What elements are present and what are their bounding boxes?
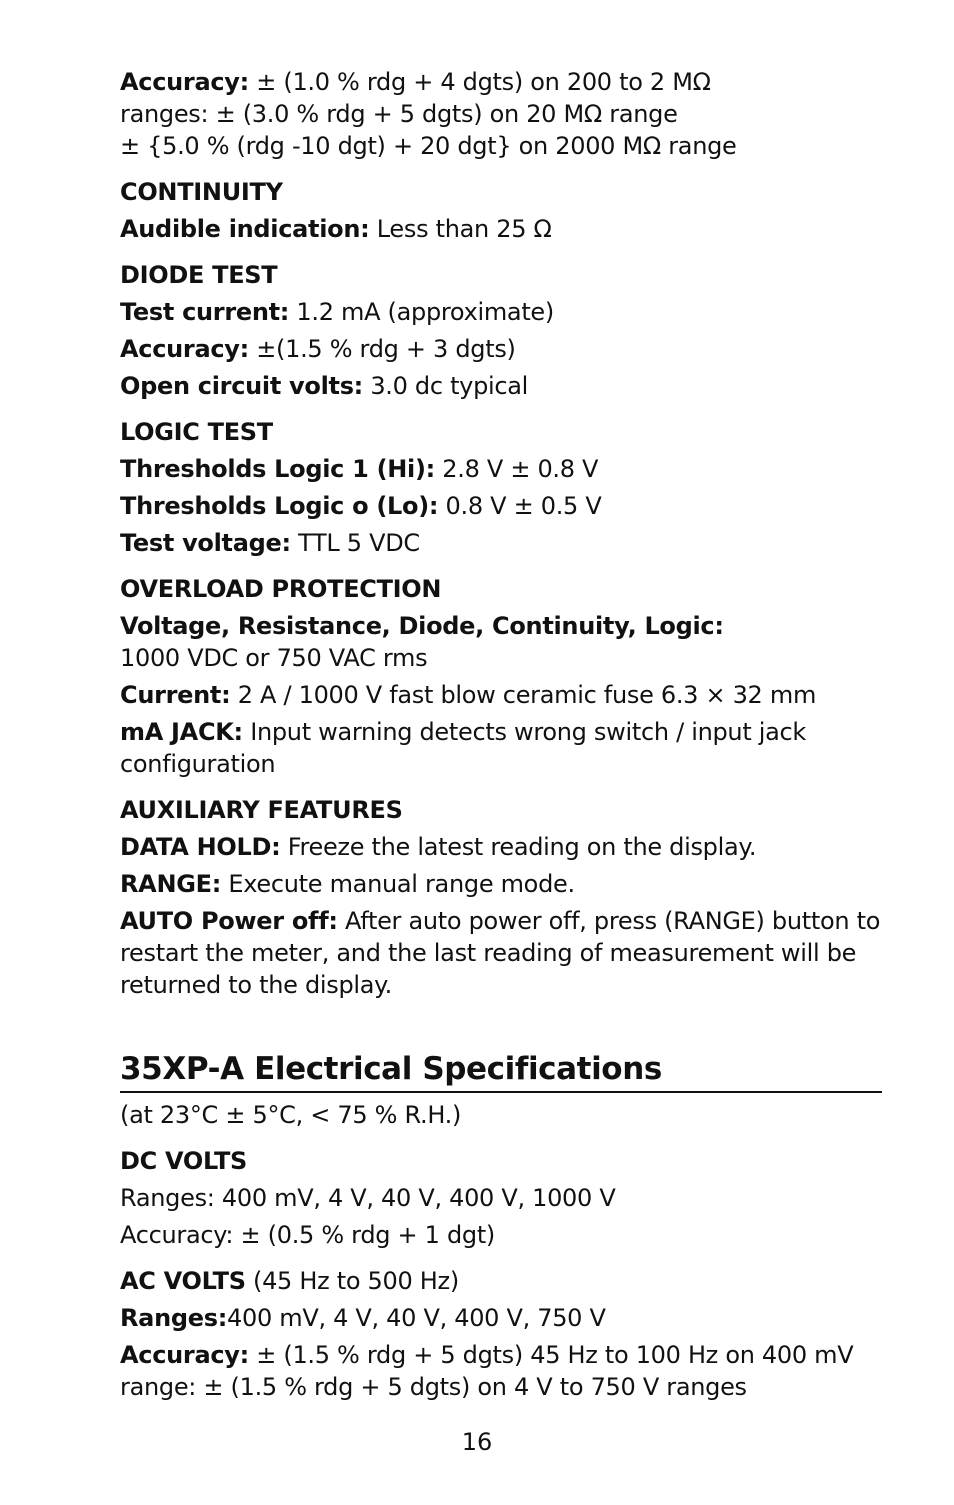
test-current-value: 1.2 mA (approximate) (289, 298, 554, 326)
ac-accuracy-value: ± (1.5 % rdg + 5 dgts) 45 Hz to 100 Hz on 400 mV range: ± (1.5 % rdg + 5 dgts) on 4 V to 750 V ranges (120, 1341, 854, 1401)
apo-label: AUTO Power off: (120, 907, 338, 935)
section-title: 35XP-A Electrical Specifications (120, 1049, 882, 1093)
overload-vr-value: 1000 VDC or 750 VAC rms (120, 644, 428, 672)
overload-current-label: Current: (120, 681, 231, 709)
diode-accuracy-label: Accuracy: (120, 335, 249, 363)
logic-hi-label: Thresholds Logic 1 (Hi): (120, 455, 435, 483)
accuracy-label: Accuracy: (120, 68, 249, 96)
data-hold-label: DATA HOLD: (120, 833, 281, 861)
accuracy-line-3: ± {5.0 % (rdg -10 dgt) + 20 dgt} on 2000 MΩ range (120, 132, 737, 160)
diode-test-heading: DIODE TEST (120, 261, 278, 289)
test-voltage-value: TTL 5 VDC (290, 529, 420, 557)
resistance-accuracy (120, 66, 882, 162)
data-hold-value: Freeze the latest reading on the display. (280, 833, 757, 861)
logic-test-voltage (120, 527, 882, 559)
logic-test-heading: LOGIC TEST (120, 418, 273, 446)
ac-volts-accuracy (120, 1339, 882, 1403)
overload-current-value: 2 A / 1000 V fast blow ceramic fuse 6.3 × 32 mm (230, 681, 817, 709)
ac-volts-heading (120, 1265, 882, 1297)
spec-conditions: (at 23°C ± 5°C, < 75 % R.H.) (120, 1101, 462, 1129)
accuracy-line-1: ± (1.0 % rdg + 4 dgts) on 200 to 2 MΩ (248, 68, 711, 96)
ocv-value: 3.0 dc typical (362, 372, 529, 400)
continuity-audible (120, 213, 882, 245)
test-current-label: Test current: (120, 298, 290, 326)
ac-accuracy-label: Accuracy: (120, 1341, 249, 1369)
manual-page (120, 66, 882, 1408)
range-value: Execute manual range mode. (221, 870, 575, 898)
overload-ma-jack (120, 716, 882, 780)
logic-lo-label: Thresholds Logic o (Lo): (120, 492, 439, 520)
ma-jack-value: Input warning detects wrong switch / input jack configuration (120, 718, 807, 778)
aux-auto-power-off (120, 905, 882, 1001)
accuracy-line-2: ranges: ± (3.0 % rdg + 5 dgts) on 20 MΩ range (120, 100, 678, 128)
audible-value: Less than 25 Ω (369, 215, 552, 243)
logic-hi-value: 2.8 V ± 0.8 V (434, 455, 599, 483)
dc-volts-accuracy: Accuracy: ± (0.5 % rdg + 1 dgt) (120, 1221, 495, 1249)
test-voltage-label: Test voltage: (120, 529, 291, 557)
overload-voltage (120, 610, 882, 674)
ma-jack-label: mA JACK: (120, 718, 243, 746)
overload-vr-label: Voltage, Resistance, Diode, Continuity, Logic: (120, 612, 724, 640)
ac-ranges-value: 400 mV, 4 V, 40 V, 400 V, 750 V (227, 1304, 606, 1332)
aux-range (120, 868, 882, 900)
diode-ocv (120, 370, 882, 402)
dc-volts-heading: DC VOLTS (120, 1147, 248, 1175)
logic-lo-value: 0.8 V ± 0.5 V (438, 492, 602, 520)
overload-current (120, 679, 882, 711)
diode-accuracy-value: ±(1.5 % rdg + 3 dgts) (248, 335, 516, 363)
continuity-heading: CONTINUITY (120, 178, 283, 206)
page-number: 16 (461, 1428, 493, 1456)
apo-value: After auto power off, press (RANGE) button to restart the meter, and the last reading of measurement will be returned to the display. (120, 907, 881, 999)
ac-volts-freq: (45 Hz to 500 Hz) (245, 1267, 459, 1295)
range-label: RANGE: (120, 870, 222, 898)
audible-label: Audible indication: (120, 215, 370, 243)
ac-ranges-label: Ranges: (120, 1304, 228, 1332)
logic-lo (120, 490, 882, 522)
aux-data-hold (120, 831, 882, 863)
dc-volts-ranges: Ranges: 400 mV, 4 V, 40 V, 400 V, 1000 V (120, 1184, 616, 1212)
ac-volts-ranges (120, 1302, 882, 1334)
logic-hi (120, 453, 882, 485)
auxiliary-heading: AUXILIARY FEATURES (120, 796, 403, 824)
diode-test-current (120, 296, 882, 328)
overload-heading: OVERLOAD PROTECTION (120, 575, 442, 603)
ac-volts-title: AC VOLTS (120, 1267, 246, 1295)
diode-accuracy (120, 333, 882, 365)
ocv-label: Open circuit volts: (120, 372, 363, 400)
